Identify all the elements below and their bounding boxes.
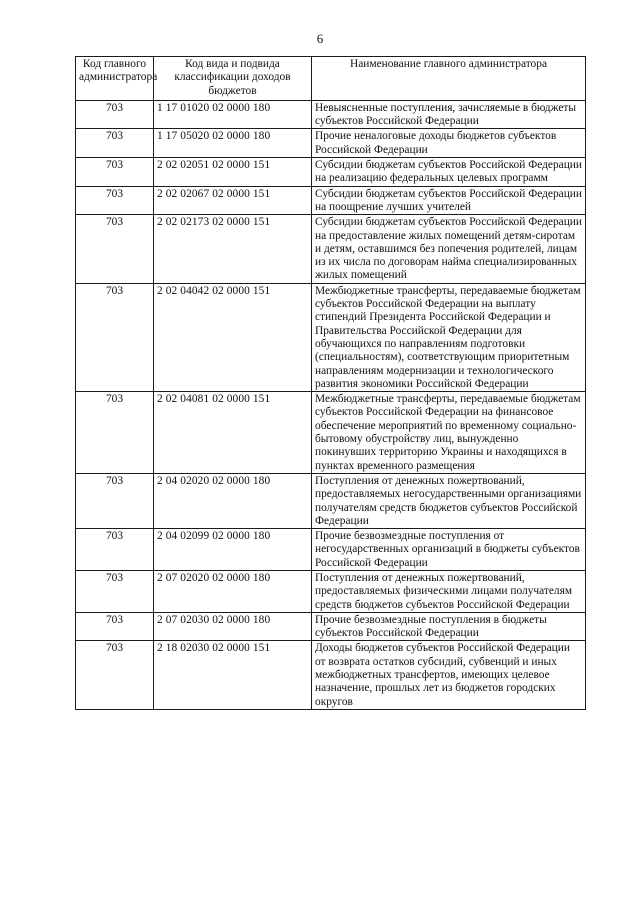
admin-name-cell: Субсидии бюджетам субъектов Российской Федерации на реализацию федеральных целевых программ xyxy=(312,158,586,187)
table-header-row xyxy=(76,57,586,101)
classification-code-cell: 2 04 02099 02 0000 180 xyxy=(154,529,312,571)
admin-name-cell: Субсидии бюджетам субъектов Российской Федерации на поощрение лучших учителей xyxy=(312,186,586,215)
admin-name-cell: Межбюджетные трансферты, передаваемые бюджетам субъектов Российской Федерации на финансовое обеспечение мероприятий по временному социально-бытовому обустройству лиц, вынужденно покинувших территорию Украины и находящихся в пунктах временного размещения xyxy=(312,392,586,474)
admin-name-cell: Прочие безвозмездные поступления в бюджеты субъектов Российской Федерации xyxy=(312,612,586,641)
admin-name-cell: Доходы бюджетов субъектов Российской Федерации от возврата остатков субсидий, субвенций и иных межбюджетных трансфертов, имеющих целевое назначение, прошлых лет из бюджетов городских округов xyxy=(312,641,586,709)
table-row xyxy=(76,641,586,709)
admin-code-cell: 703 xyxy=(76,129,154,158)
table-row xyxy=(76,473,586,528)
classification-code-cell: 2 02 02173 02 0000 151 xyxy=(154,215,312,283)
admin-code-cell: 703 xyxy=(76,100,154,129)
classification-code-cell: 2 07 02030 02 0000 180 xyxy=(154,612,312,641)
classification-code-cell: 2 04 02020 02 0000 180 xyxy=(154,473,312,528)
admin-code-cell: 703 xyxy=(76,215,154,283)
admin-name-cell: Субсидии бюджетам субъектов Российской Федерации на предоставление жилых помещений детям-сиротам и детям, оставшимся без попечения родителей, лицам из их числа по договорам найма специализированных жилых помещений xyxy=(312,215,586,283)
admin-code-cell: 703 xyxy=(76,570,154,612)
table-row xyxy=(76,612,586,641)
classification-code-cell: 2 02 04042 02 0000 151 xyxy=(154,283,312,391)
table-row xyxy=(76,129,586,158)
header-admin-code: Код главного администратора xyxy=(76,57,154,101)
admin-name-cell: Поступления от денежных пожертвований, предоставляемых физическими лицами получателям средств бюджетов субъектов Российской Федерации xyxy=(312,570,586,612)
admin-name-cell: Невыясненные поступления, зачисляемые в бюджеты субъектов Российской Федерации xyxy=(312,100,586,129)
admin-name-cell: Прочие безвозмездные поступления от негосударственных организаций в бюджеты субъектов Российской Федерации xyxy=(312,529,586,571)
table-row xyxy=(76,158,586,187)
admin-code-cell: 703 xyxy=(76,158,154,187)
classification-code-cell: 2 02 02067 02 0000 151 xyxy=(154,186,312,215)
admin-name-cell: Межбюджетные трансферты, передаваемые бюджетам субъектов Российской Федерации на выплату стипендий Президента Российской Федерации и Правительства Российской Федерации для обучающихся по направлениям подготовки (специальностям), соответствующим приоритетным направлениям модернизации и технологического развития экономики Российской Федерации xyxy=(312,283,586,391)
revenue-classification-table xyxy=(75,56,586,710)
admin-name-cell: Поступления от денежных пожертвований, предоставляемых негосударственными организациями получателям средств бюджетов субъектов Российской Федерации xyxy=(312,473,586,528)
classification-code-cell: 2 07 02020 02 0000 180 xyxy=(154,570,312,612)
header-admin-name: Наименование главного администратора xyxy=(312,57,586,101)
classification-code-cell: 2 02 02051 02 0000 151 xyxy=(154,158,312,187)
admin-code-cell: 703 xyxy=(76,473,154,528)
table-row xyxy=(76,100,586,129)
table-row xyxy=(76,186,586,215)
admin-name-cell: Прочие неналоговые доходы бюджетов субъектов Российской Федерации xyxy=(312,129,586,158)
table-row xyxy=(76,215,586,283)
admin-code-cell: 703 xyxy=(76,529,154,571)
classification-code-cell: 1 17 01020 02 0000 180 xyxy=(154,100,312,129)
page-number: 6 xyxy=(316,31,324,46)
header-classification-code: Код вида и подвида классификации доходов бюджетов xyxy=(154,57,312,101)
classification-code-cell: 2 18 02030 02 0000 151 xyxy=(154,641,312,709)
admin-code-cell: 703 xyxy=(76,283,154,391)
admin-code-cell: 703 xyxy=(76,186,154,215)
admin-code-cell: 703 xyxy=(76,612,154,641)
table-row xyxy=(76,283,586,391)
admin-code-cell: 703 xyxy=(76,392,154,474)
admin-code-cell: 703 xyxy=(76,641,154,709)
table-row xyxy=(76,570,586,612)
table-body xyxy=(76,100,586,709)
classification-code-cell: 1 17 05020 02 0000 180 xyxy=(154,129,312,158)
classification-code-cell: 2 02 04081 02 0000 151 xyxy=(154,392,312,474)
table-row xyxy=(76,392,586,474)
table-row xyxy=(76,529,586,571)
